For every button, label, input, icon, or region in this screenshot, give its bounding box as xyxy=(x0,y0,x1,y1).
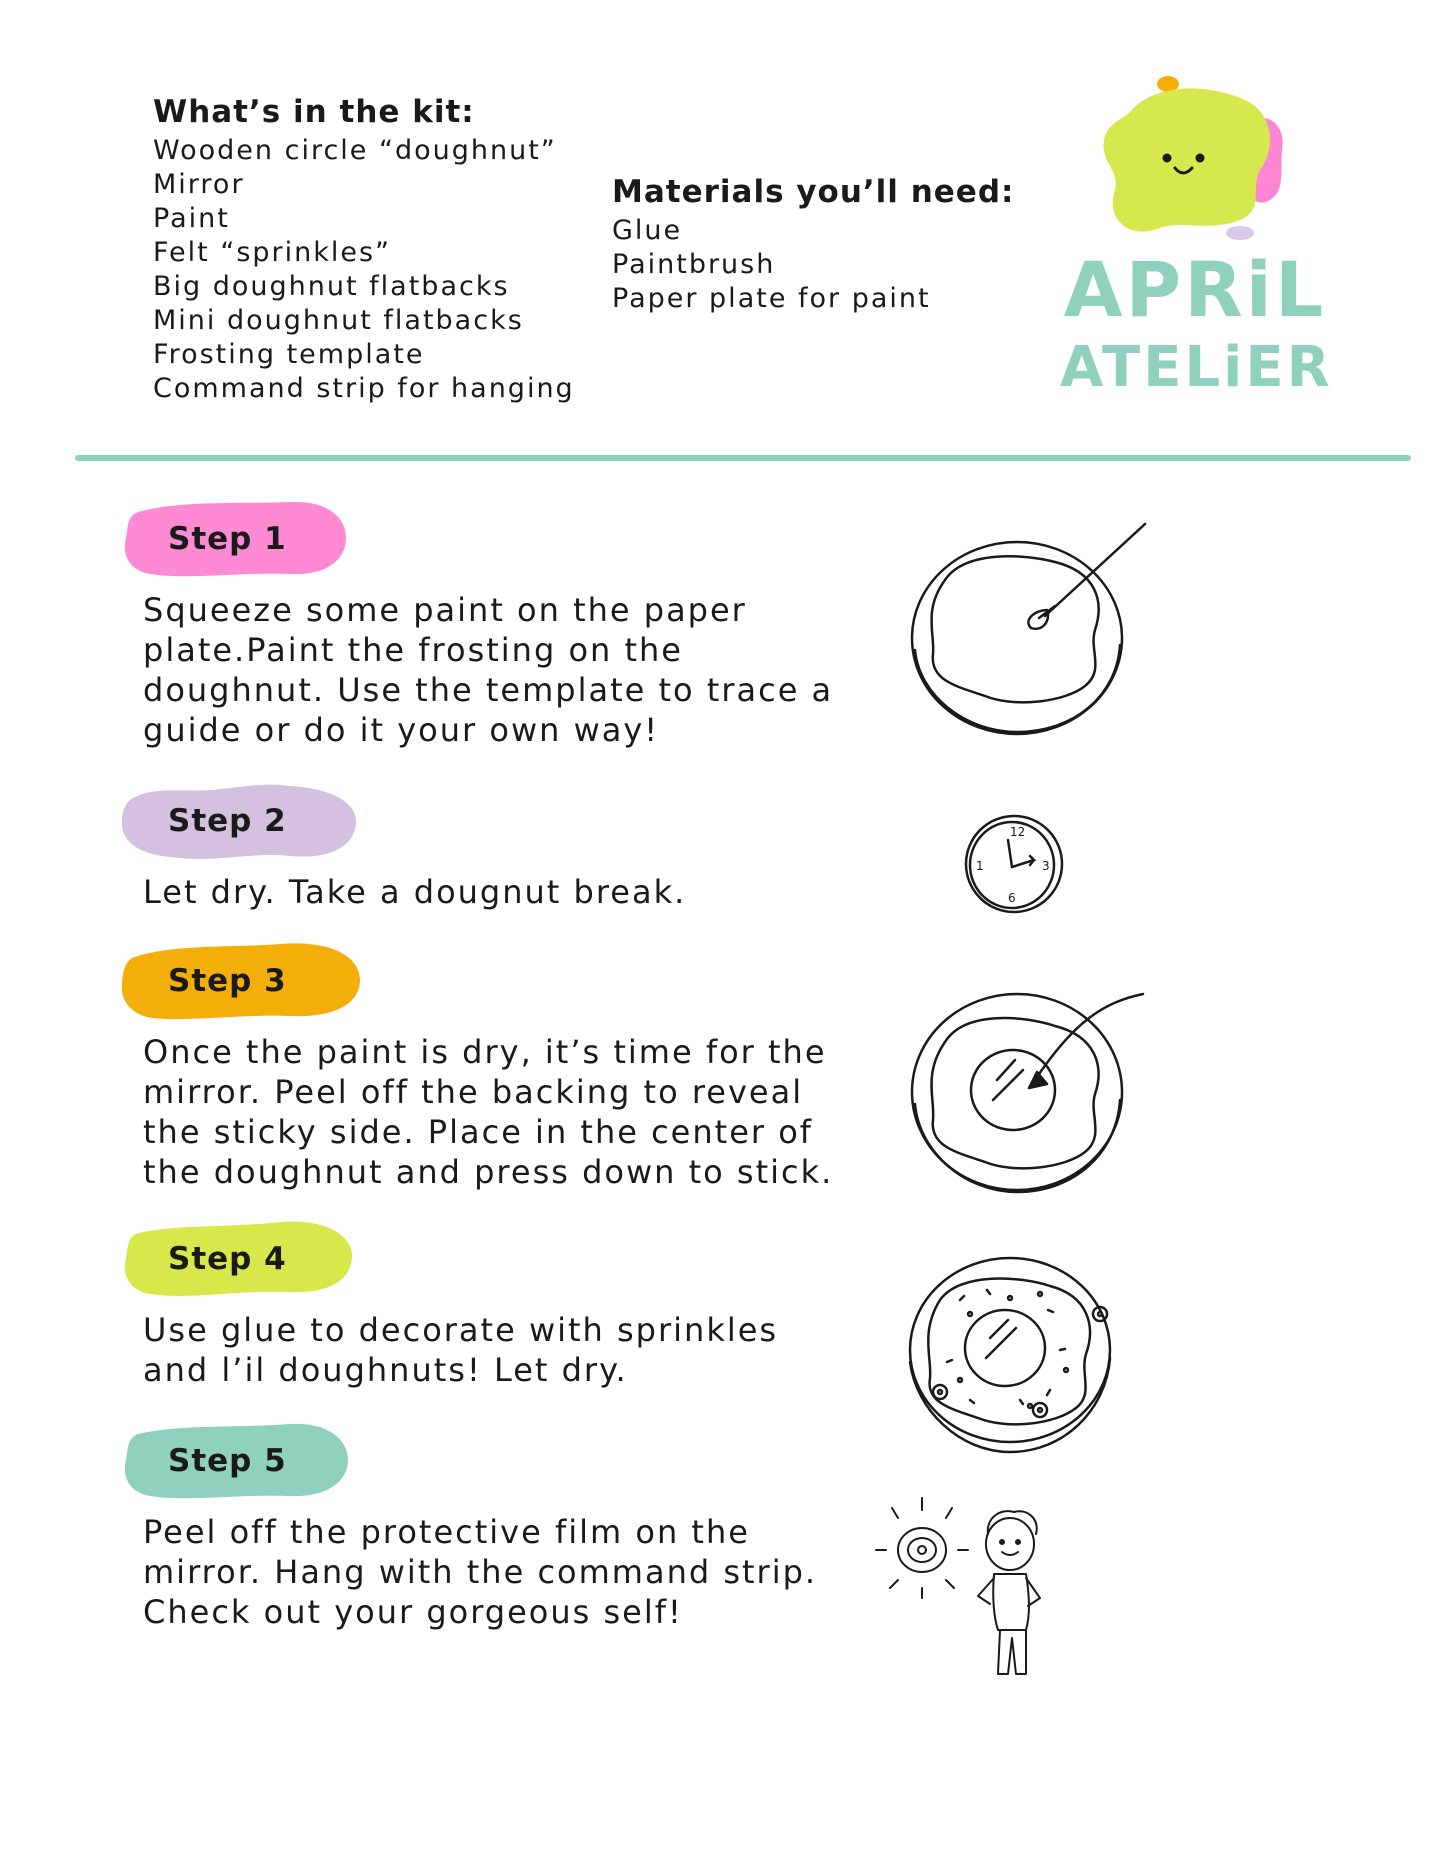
smiling-blob-icon xyxy=(1060,70,1330,250)
step-instructions: Peel off the protective film on the mirror. Hang with the command strip. Check out your gorgeous self! xyxy=(143,1513,818,1631)
kid-with-mirror-icon xyxy=(870,1478,1070,1688)
kit-contents xyxy=(153,92,575,406)
clock-icon xyxy=(960,810,1070,920)
kit-item: Frosting template xyxy=(153,339,425,370)
step-4 xyxy=(120,1218,880,1390)
doughnut-mirror-arrow-icon xyxy=(905,980,1155,1220)
kit-item: Mirror xyxy=(153,169,245,200)
april-atelier-logo xyxy=(1060,70,1333,410)
materials-title: Materials you’ll need: xyxy=(612,174,1015,210)
kit-item: Big doughnut flatbacks xyxy=(153,271,510,302)
plate-with-paintbrush-icon xyxy=(905,510,1155,740)
clock-number: 3 xyxy=(1042,859,1050,873)
clock-number: 12 xyxy=(1010,825,1026,839)
materials-item: Paper plate for paint xyxy=(612,283,931,314)
kit-item: Wooden circle “doughnut” xyxy=(153,135,557,166)
clock-number: 6 xyxy=(1008,891,1016,905)
materials-needed xyxy=(612,172,1014,316)
step-5 xyxy=(120,1420,880,1632)
step-label: Step 3 xyxy=(168,963,287,999)
step-instructions: Let dry. Take a dougnut break. xyxy=(143,873,687,911)
materials-list xyxy=(612,214,1014,316)
step-badge xyxy=(120,1218,350,1300)
brand-name-line2: ATELiER xyxy=(1060,335,1333,400)
step-label: Step 1 xyxy=(168,521,287,557)
step-2 xyxy=(120,780,880,912)
step-3 xyxy=(120,940,880,1192)
kit-title: What’s in the kit: xyxy=(153,94,475,130)
step-badge xyxy=(120,1420,350,1502)
kit-list xyxy=(153,134,575,406)
kit-item: Mini doughnut flatbacks xyxy=(153,305,524,336)
step-label: Step 2 xyxy=(168,803,287,839)
section-divider xyxy=(75,455,1411,461)
step-1 xyxy=(120,498,880,750)
step-instructions: Squeeze some paint on the paper plate.Paint the frosting on the doughnut. Use the template to trace a guide or do it your own way! xyxy=(143,591,834,749)
materials-item: Paintbrush xyxy=(612,249,776,280)
step-badge xyxy=(120,780,350,862)
brand-name-line1: APRiL xyxy=(1063,245,1327,334)
kit-item: Command strip for hanging xyxy=(153,373,575,404)
step-badge xyxy=(120,498,350,580)
step-label: Step 4 xyxy=(168,1241,287,1277)
kit-item: Paint xyxy=(153,203,230,234)
step-instructions: Use glue to decorate with sprinkles and l’il doughnuts! Let dry. xyxy=(143,1311,779,1389)
step-label: Step 5 xyxy=(168,1443,287,1479)
kit-item: Felt “sprinkles” xyxy=(153,237,392,268)
materials-item: Glue xyxy=(612,215,683,246)
clock-number: 1 xyxy=(976,859,984,873)
step-instructions: Once the paint is dry, it’s time for the mirror. Peel off the backing to reveal the sticky side. Place in the center of the doughnut and press down to stick. xyxy=(143,1033,834,1191)
decorated-doughnut-mirror-icon xyxy=(900,1250,1130,1470)
step-badge xyxy=(120,940,350,1022)
